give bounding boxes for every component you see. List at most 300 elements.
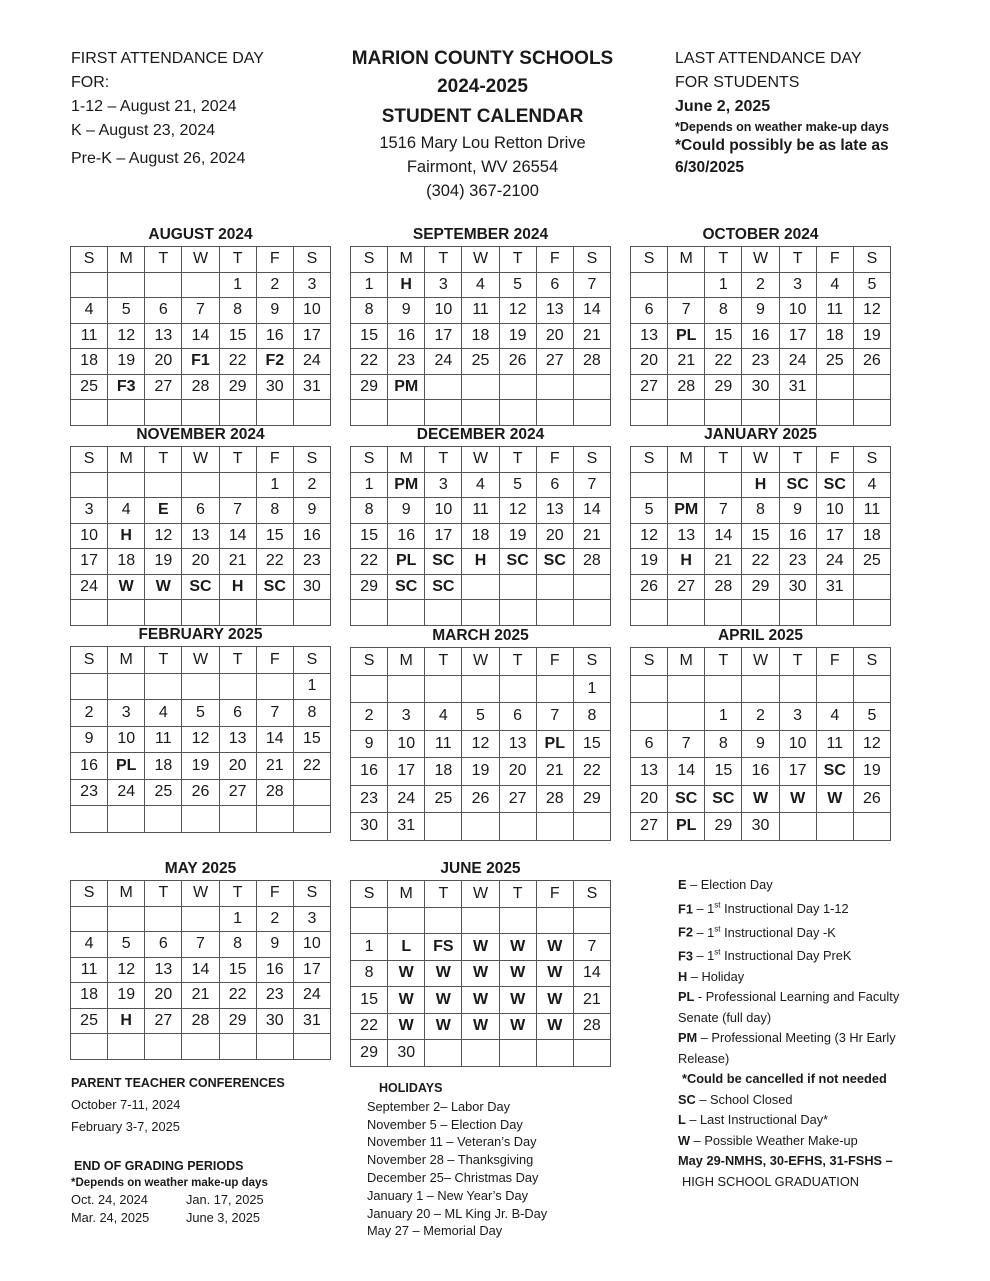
address-line-2: Fairmont, WV 26554	[406, 158, 559, 176]
day-cell-code: SC	[182, 574, 219, 600]
week-row	[631, 298, 891, 324]
day-cell: 3	[388, 703, 425, 731]
week-row	[71, 272, 331, 298]
day-cell: 15	[219, 957, 256, 983]
day-cell-code: W	[462, 1013, 499, 1040]
day-cell: 26	[182, 779, 219, 806]
week-row	[351, 785, 611, 813]
day-cell: 21	[668, 349, 705, 375]
day-cell	[779, 400, 816, 426]
day-cell: 27	[536, 349, 573, 375]
day-cell: 25	[462, 349, 499, 375]
day-cell: 21	[182, 983, 219, 1009]
week-row	[631, 323, 891, 349]
day-cell-code: PM	[388, 374, 425, 400]
day-cell: 6	[182, 498, 219, 524]
day-cell: 11	[462, 298, 499, 324]
day-cell: 12	[462, 730, 499, 758]
day-cell	[219, 673, 256, 700]
day-cell	[631, 272, 668, 298]
day-cell: 14	[219, 523, 256, 549]
legend-desc: – Professional Meeting (3 Hr Early Release)	[678, 1030, 896, 1066]
day-cell	[293, 600, 330, 626]
day-cell	[705, 400, 742, 426]
weekday-header: S	[573, 447, 610, 473]
day-cell	[742, 400, 779, 426]
weekday-header-row	[71, 881, 331, 907]
day-cell: 18	[145, 753, 182, 780]
day-cell: 16	[388, 323, 425, 349]
month-calendar	[350, 424, 611, 626]
day-cell-code: E	[145, 498, 182, 524]
weekday-header: T	[499, 648, 536, 676]
week-row	[351, 730, 611, 758]
day-cell: 18	[462, 323, 499, 349]
month-table	[630, 246, 891, 426]
weekday-header-row	[631, 648, 891, 676]
weekday-header: S	[351, 648, 388, 676]
day-cell-code: PL	[108, 753, 145, 780]
day-cell: 7	[705, 498, 742, 524]
weekday-header: M	[108, 647, 145, 674]
day-cell: 25	[816, 349, 853, 375]
day-cell	[573, 574, 610, 600]
day-cell	[631, 703, 668, 731]
week-row	[631, 498, 891, 524]
day-cell: 31	[293, 1008, 330, 1034]
day-cell-code: W	[425, 987, 462, 1014]
day-cell: 23	[256, 983, 293, 1009]
week-row	[351, 374, 611, 400]
day-cell: 18	[816, 323, 853, 349]
day-cell-code: W	[499, 934, 536, 961]
day-cell	[108, 1034, 145, 1060]
day-cell	[536, 907, 573, 934]
day-cell	[425, 675, 462, 703]
day-cell: 29	[705, 374, 742, 400]
day-cell: 17	[779, 758, 816, 786]
day-cell-code: FS	[425, 934, 462, 961]
weekday-header: T	[145, 447, 182, 473]
week-row	[351, 523, 611, 549]
legend-code: SC	[678, 1091, 696, 1107]
month-title: MARCH 2025	[432, 627, 529, 644]
weekday-header-row	[71, 447, 331, 473]
day-cell: 5	[631, 498, 668, 524]
weekday-header: F	[816, 247, 853, 273]
day-cell: 5	[462, 703, 499, 731]
legend-item	[678, 1028, 928, 1069]
day-cell-code: H	[388, 272, 425, 298]
day-cell-code: PM	[668, 498, 705, 524]
weekday-header-row	[71, 247, 331, 273]
week-row	[631, 272, 891, 298]
week-row	[71, 753, 331, 780]
day-cell	[853, 400, 890, 426]
day-cell-code: W	[536, 987, 573, 1014]
weekday-header: T	[219, 647, 256, 674]
day-cell: 9	[388, 298, 425, 324]
day-cell	[219, 806, 256, 833]
weekday-header-row	[631, 447, 891, 473]
day-cell: 4	[462, 272, 499, 298]
month-calendar	[350, 858, 611, 1067]
week-row	[351, 298, 611, 324]
day-cell	[425, 1040, 462, 1067]
day-cell	[573, 374, 610, 400]
day-cell-code: PL	[388, 549, 425, 575]
day-cell: 20	[536, 323, 573, 349]
day-cell: 19	[853, 758, 890, 786]
week-row	[631, 703, 891, 731]
weekday-header-row	[631, 247, 891, 273]
day-cell: 30	[351, 813, 388, 841]
day-cell	[462, 574, 499, 600]
day-cell	[668, 600, 705, 626]
day-cell: 18	[462, 523, 499, 549]
weekday-header: W	[182, 647, 219, 674]
graduation-label: HIGH SCHOOL GRADUATION	[682, 1173, 860, 1189]
day-cell	[779, 600, 816, 626]
day-cell: 8	[219, 298, 256, 324]
day-cell: 17	[388, 758, 425, 786]
day-cell	[573, 907, 610, 934]
week-row	[351, 907, 611, 934]
day-cell	[351, 400, 388, 426]
weekday-header: F	[536, 881, 573, 908]
day-cell: 2	[71, 700, 108, 727]
day-cell: 22	[219, 983, 256, 1009]
day-cell: 1	[705, 703, 742, 731]
month-title: NOVEMBER 2024	[136, 426, 265, 443]
week-row	[71, 806, 331, 833]
day-cell	[462, 600, 499, 626]
weekday-header: F	[536, 648, 573, 676]
legend-item	[678, 896, 928, 920]
day-cell: 4	[71, 932, 108, 958]
week-row	[351, 1040, 611, 1067]
weekday-header: S	[573, 247, 610, 273]
holiday-item: December 25– Christmas Day	[367, 1169, 539, 1185]
day-cell: 17	[816, 523, 853, 549]
legend-code: H	[678, 968, 688, 984]
week-row	[631, 472, 891, 498]
grading-date: Mar. 24, 2025	[71, 1210, 150, 1225]
day-cell: 8	[351, 298, 388, 324]
holiday-item: November 28 – Thanksgiving	[367, 1152, 534, 1168]
week-row	[631, 400, 891, 426]
month-title: SEPTEMBER 2024	[412, 226, 549, 243]
ptc-date: February 3-7, 2025	[71, 1119, 180, 1134]
ptc-title: PARENT TEACHER CONFERENCES	[71, 1076, 285, 1090]
week-row	[71, 600, 331, 626]
day-cell: 17	[425, 323, 462, 349]
day-cell: 31	[816, 574, 853, 600]
day-cell: 6	[536, 272, 573, 298]
legend-desc: – Last Instructional Day*	[685, 1112, 829, 1128]
day-cell: 26	[499, 349, 536, 375]
day-cell: 3	[293, 906, 330, 932]
weekday-header: F	[256, 447, 293, 473]
district-title: MARION COUNTY SCHOOLS	[351, 48, 614, 69]
day-cell-code: W	[462, 934, 499, 961]
day-cell	[499, 675, 536, 703]
legend-code: F1	[678, 900, 693, 916]
day-cell: 15	[219, 323, 256, 349]
weekday-header: F	[256, 247, 293, 273]
weekday-header: M	[388, 648, 425, 676]
month-table	[70, 246, 331, 426]
day-cell: 5	[853, 272, 890, 298]
weekday-header: M	[668, 247, 705, 273]
day-cell: 4	[816, 272, 853, 298]
holiday-item: November 11 – Veteran’s Day	[367, 1134, 537, 1150]
day-cell: 16	[779, 523, 816, 549]
day-cell: 21	[705, 549, 742, 575]
weekday-header: T	[425, 648, 462, 676]
day-cell: 1	[573, 675, 610, 703]
day-cell: 28	[573, 1013, 610, 1040]
legend-code: L	[678, 1112, 686, 1128]
last-attendance-date: June 2, 2025	[675, 98, 771, 115]
weekday-header: M	[108, 247, 145, 273]
day-cell: 21	[573, 987, 610, 1014]
week-row	[71, 523, 331, 549]
legend-item	[678, 1090, 928, 1111]
first-day-k: K – August 23, 2024	[71, 122, 216, 139]
week-row	[71, 374, 331, 400]
day-cell: 19	[499, 523, 536, 549]
day-cell: 25	[145, 779, 182, 806]
day-cell: 17	[71, 549, 108, 575]
week-row	[351, 987, 611, 1014]
day-cell: 18	[425, 758, 462, 786]
legend-item	[678, 919, 928, 943]
legend-item	[678, 943, 928, 967]
weekday-header: T	[499, 881, 536, 908]
weekday-header: W	[462, 648, 499, 676]
day-cell: 10	[779, 298, 816, 324]
month-calendar	[350, 224, 611, 426]
day-cell: 10	[293, 932, 330, 958]
day-cell: 9	[388, 498, 425, 524]
day-cell: 15	[351, 523, 388, 549]
day-cell	[779, 813, 816, 841]
day-cell: 5	[108, 932, 145, 958]
day-cell-code: W	[499, 1013, 536, 1040]
day-cell	[71, 1034, 108, 1060]
holidays-list	[367, 1080, 547, 1240]
day-cell	[351, 600, 388, 626]
legend-code: F3	[678, 948, 693, 964]
grading-row	[71, 1191, 268, 1209]
day-cell	[145, 272, 182, 298]
weekday-header: M	[108, 447, 145, 473]
day-cell: 8	[573, 703, 610, 731]
month-calendar	[70, 858, 331, 1060]
day-cell	[668, 703, 705, 731]
day-cell: 29	[351, 574, 388, 600]
day-cell: 27	[631, 813, 668, 841]
day-cell	[631, 675, 668, 703]
day-cell: 22	[742, 549, 779, 575]
weekday-header: S	[631, 648, 668, 676]
week-row	[351, 498, 611, 524]
grading-date: Jan. 17, 2025	[186, 1192, 264, 1207]
day-cell-code: H	[742, 472, 779, 498]
graduation-dates: May 29-NMHS, 30-EFHS, 31-FSHS –	[678, 1153, 893, 1169]
day-cell	[351, 907, 388, 934]
legend-desc: – Holiday	[687, 968, 745, 984]
day-cell: 30	[742, 813, 779, 841]
weekday-header: M	[388, 447, 425, 473]
day-cell: 22	[573, 758, 610, 786]
week-row	[631, 813, 891, 841]
day-cell	[145, 400, 182, 426]
month-table	[70, 446, 331, 626]
day-cell: 24	[816, 549, 853, 575]
day-cell: 7	[573, 272, 610, 298]
weekday-header: S	[293, 247, 330, 273]
day-cell: 22	[351, 549, 388, 575]
day-cell: 15	[705, 758, 742, 786]
day-cell: 15	[573, 730, 610, 758]
day-cell: 19	[499, 323, 536, 349]
day-cell: 30	[742, 374, 779, 400]
title-block	[340, 45, 625, 203]
month-table	[350, 647, 611, 841]
day-cell	[256, 400, 293, 426]
month-calendar	[70, 224, 331, 426]
day-cell	[145, 472, 182, 498]
day-cell: 9	[351, 730, 388, 758]
legend-code: PL	[678, 989, 695, 1005]
day-cell: 7	[573, 472, 610, 498]
day-cell-code: SC	[816, 758, 853, 786]
legend-code: E	[678, 877, 687, 892]
day-cell	[388, 907, 425, 934]
day-cell: 23	[742, 349, 779, 375]
day-cell	[71, 472, 108, 498]
day-cell: 2	[256, 272, 293, 298]
day-cell: 31	[779, 374, 816, 400]
day-cell: 26	[631, 574, 668, 600]
day-cell-code: F3	[108, 374, 145, 400]
day-cell	[219, 1034, 256, 1060]
weather-note: *Depends on weather make-up days	[675, 120, 889, 134]
day-cell: 13	[536, 498, 573, 524]
day-cell	[256, 673, 293, 700]
month-title: DECEMBER 2024	[416, 426, 545, 443]
day-cell: 9	[742, 730, 779, 758]
school-years: 2024-2025	[437, 76, 528, 97]
weekday-header-row	[351, 447, 611, 473]
day-cell	[853, 600, 890, 626]
week-row	[71, 906, 331, 932]
day-cell	[108, 600, 145, 626]
day-cell	[108, 906, 145, 932]
day-cell	[108, 806, 145, 833]
day-cell: 10	[293, 298, 330, 324]
day-cell	[145, 906, 182, 932]
weekday-header: T	[425, 881, 462, 908]
day-cell-code: H	[668, 549, 705, 575]
legend	[678, 875, 928, 1192]
weekday-header: M	[388, 881, 425, 908]
day-cell	[71, 600, 108, 626]
day-cell: 7	[256, 700, 293, 727]
grading-title: END OF GRADING PERIODS	[74, 1159, 244, 1173]
weekday-header: W	[462, 447, 499, 473]
weekday-header: S	[71, 247, 108, 273]
grading-date: June 3, 2025	[186, 1210, 261, 1225]
weekday-header: F	[536, 247, 573, 273]
day-cell	[425, 600, 462, 626]
weekday-header: T	[779, 648, 816, 676]
day-cell: 13	[145, 957, 182, 983]
day-cell	[536, 574, 573, 600]
day-cell	[742, 600, 779, 626]
day-cell	[631, 400, 668, 426]
weekday-header: S	[351, 447, 388, 473]
day-cell: 12	[499, 498, 536, 524]
day-cell: 16	[351, 758, 388, 786]
day-cell	[182, 1034, 219, 1060]
holidays-title: HOLIDAYS	[379, 1081, 443, 1095]
day-cell: 12	[853, 298, 890, 324]
day-cell-code: W	[462, 987, 499, 1014]
legend-code: PM	[678, 1030, 698, 1046]
legend-code: F2	[678, 924, 693, 940]
weekday-header: T	[499, 247, 536, 273]
day-cell: 5	[499, 472, 536, 498]
day-cell: 30	[256, 374, 293, 400]
day-cell: 7	[182, 298, 219, 324]
weekday-header: W	[742, 447, 779, 473]
day-cell: 20	[182, 549, 219, 575]
grading-row	[71, 1209, 268, 1227]
month-table	[350, 246, 611, 426]
legend-desc: – 1st Instructional Day PreK	[692, 948, 852, 964]
day-cell: 14	[573, 960, 610, 987]
week-row	[351, 349, 611, 375]
day-cell	[573, 600, 610, 626]
month-calendar	[350, 625, 611, 841]
day-cell: 29	[219, 374, 256, 400]
week-row	[351, 574, 611, 600]
day-cell: 4	[816, 703, 853, 731]
day-cell: 27	[631, 374, 668, 400]
day-cell: 13	[145, 323, 182, 349]
day-cell	[388, 675, 425, 703]
day-cell: 22	[293, 753, 330, 780]
day-cell: 2	[351, 703, 388, 731]
first-attendance-label: FIRST ATTENDANCE DAY	[71, 50, 264, 67]
weekday-header: S	[351, 247, 388, 273]
month-table	[350, 446, 611, 626]
day-cell: 6	[631, 298, 668, 324]
day-cell	[573, 400, 610, 426]
week-row	[71, 983, 331, 1009]
week-row	[631, 730, 891, 758]
day-cell: 18	[71, 983, 108, 1009]
weekday-header: W	[182, 247, 219, 273]
holiday-item: November 5 – Election Day	[367, 1116, 523, 1132]
weekday-header: M	[668, 648, 705, 676]
holiday-item: September 2– Labor Day	[367, 1098, 510, 1114]
week-row	[631, 574, 891, 600]
day-cell-code: W	[145, 574, 182, 600]
